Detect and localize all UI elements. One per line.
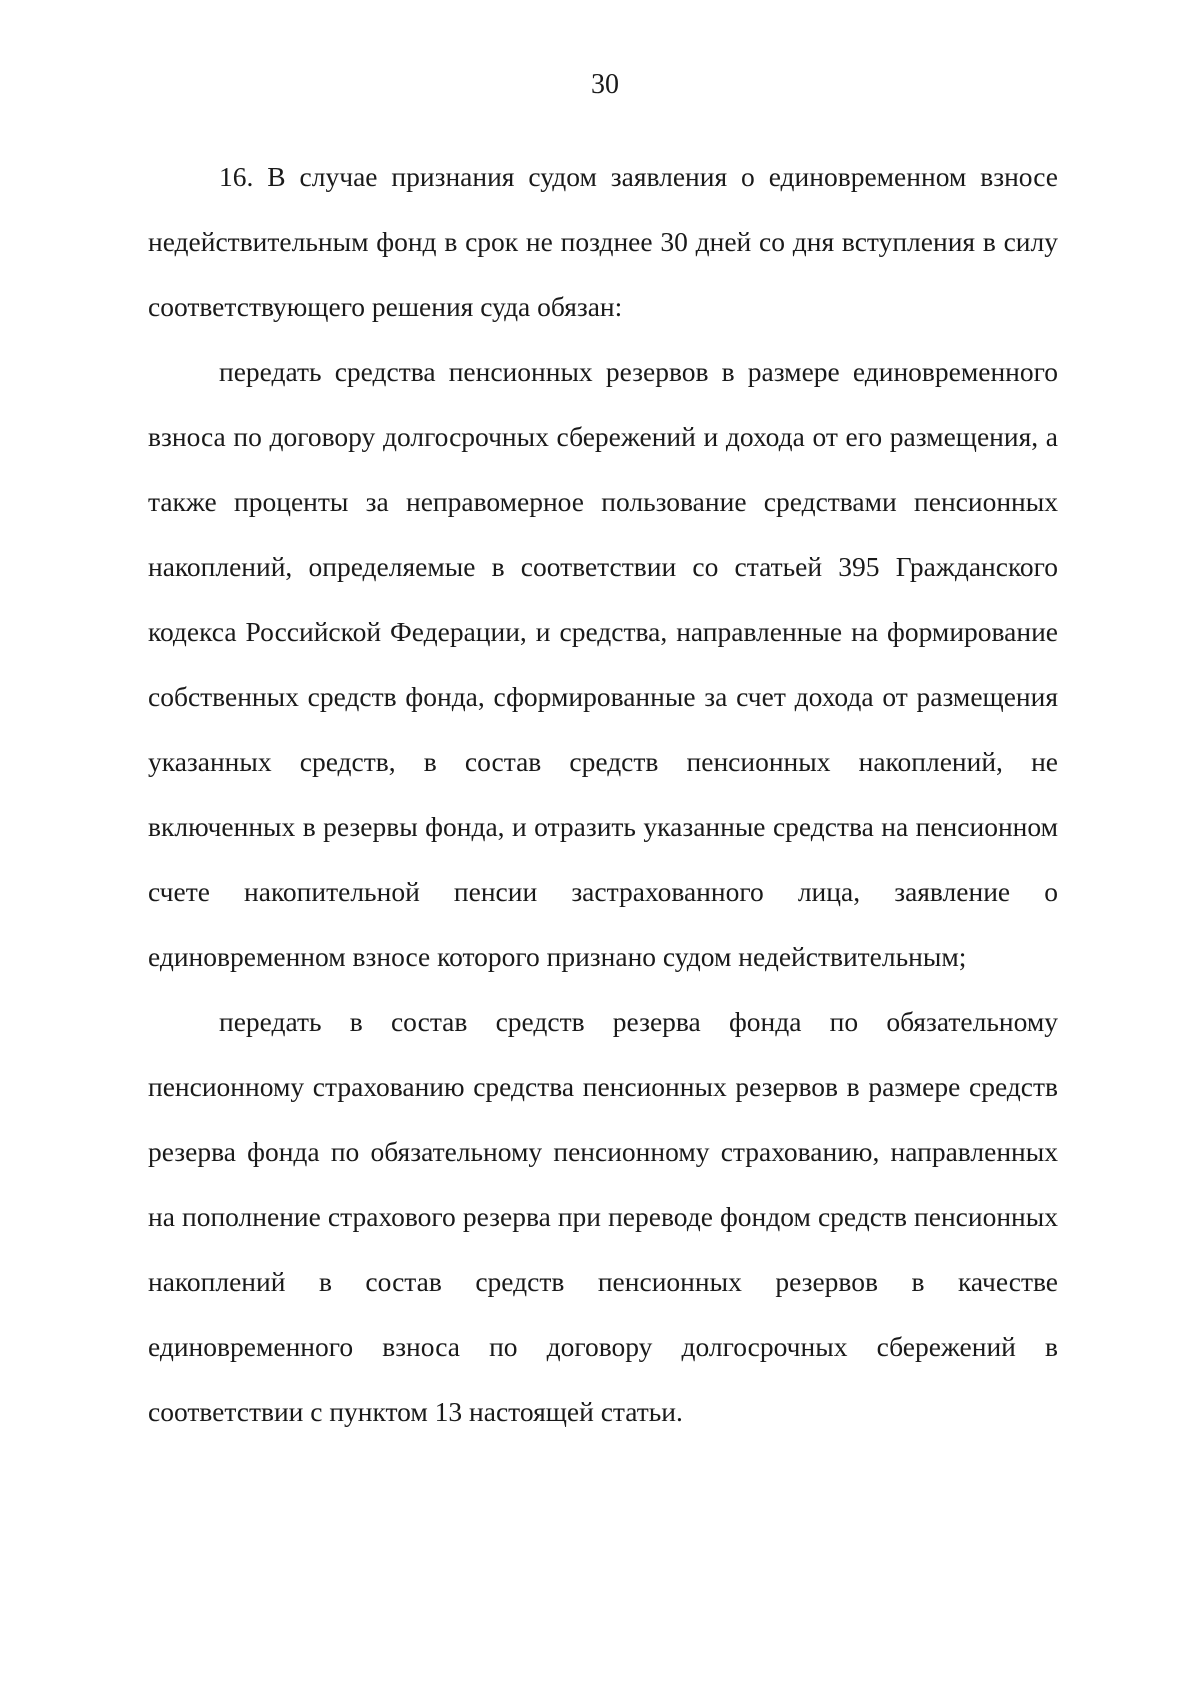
paragraph-transfer-ops-reserve: передать в состав средств резерва фонда по обязательному пенсионному страхованию средства пенсионных резервов в размере средств резерва фонда по обязательному пенсионному страхованию, направленных на пополнение страхового резерва при переводе фондом средств пенсионных накоплений в состав средств пенсионных резервов в качестве единовременного взноса по договору долгосрочных сбережений в соответствии с пунктом 13 настоящей статьи.	[148, 1006, 1058, 1427]
document-body	[148, 144, 1058, 1444]
page-number: 30	[591, 69, 619, 100]
paragraph-transfer-pension-reserves: передать средства пенсионных резервов в размере единовременного взноса по договору долгосрочных сбережений и дохода от его размещения, а также проценты за неправомерное пользование средствами пенсионных накоплений, определяемые в соответствии со статьей 395 Гражданского кодекса Российской Федерации, и средства, направленные на формирование собственных средств фонда, сформированные за счет дохода от размещения указанных средств, в состав средств пенсионных накоплений, не включенных в резервы фонда, и отразить указанные средства на пенсионном счете накопительной пенсии застрахованного лица, заявление о единовременном взносе которого признано судом недействительным;	[148, 356, 1058, 972]
paragraph-16: 16. В случае признания судом заявления о единовременном взносе недействительным фонд в срок не позднее 30 дней со дня вступления в силу соответствующего решения суда обязан:	[148, 161, 1058, 322]
